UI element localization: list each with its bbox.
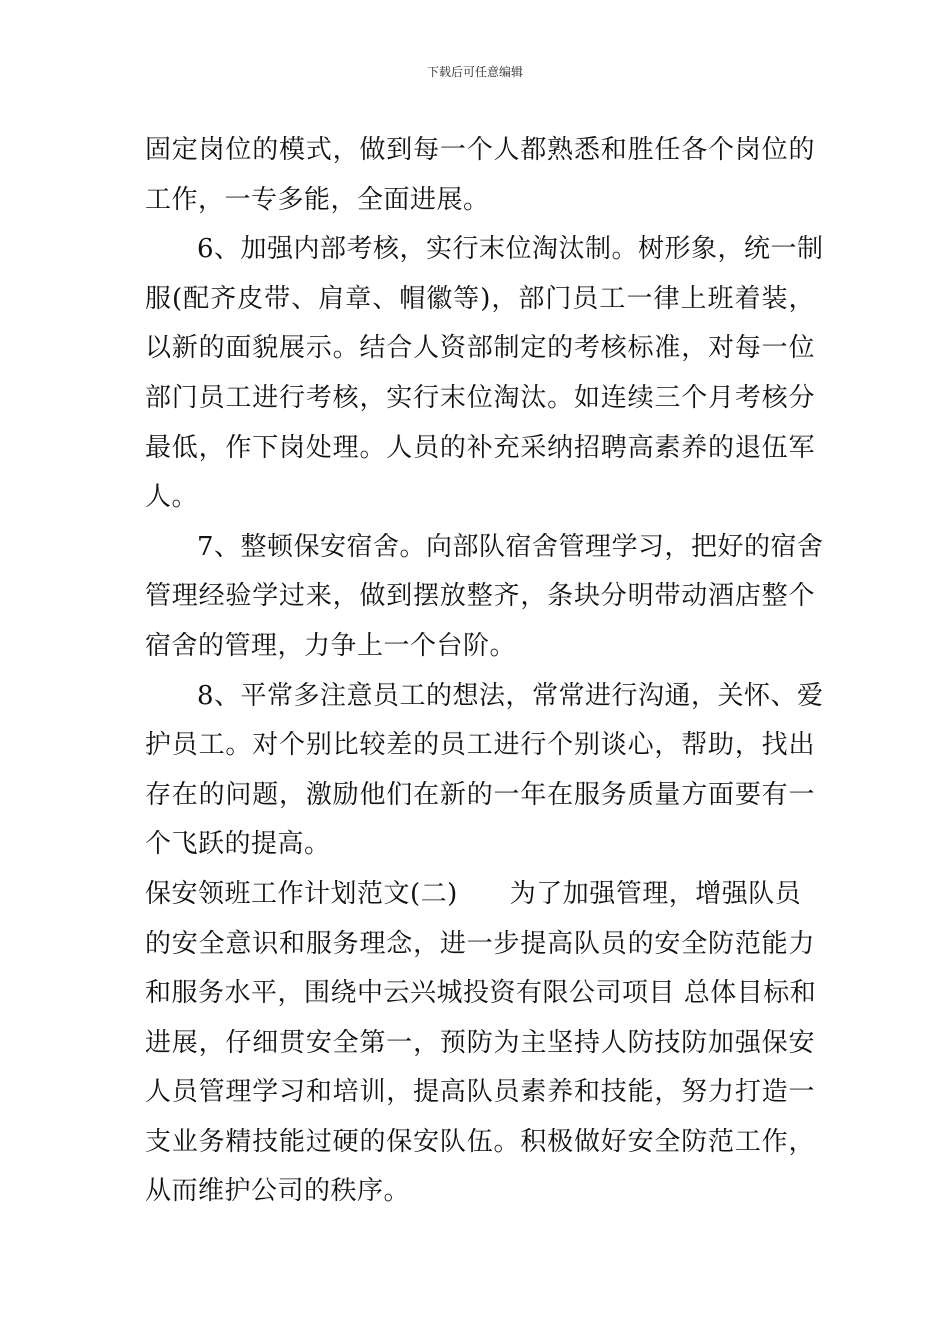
text-line: 人员管理学习和培训，提高队员素养和技能，努力打造一 xyxy=(145,1077,815,1108)
section-first-line: 为了加强管理，增强队员 xyxy=(509,878,802,909)
text-line: 固定岗位的模式，做到每一个人都熟悉和胜任各个岗位的 xyxy=(145,135,815,165)
document-body xyxy=(145,126,824,1217)
text-line: 服(配齐皮带、肩章、帽徽等)，部门员工一律上班着装， xyxy=(145,283,815,314)
text-line: 的安全意识和服务理念，进一步提高队员的安全防范能力 xyxy=(145,928,815,959)
text-line: 和服务水平，围绕中云兴城投资有限公司项目 总体目标和 xyxy=(145,978,817,1009)
text-line: 宿舍的管理，力争上一个台阶。 xyxy=(145,630,517,661)
section-heading-line xyxy=(145,870,815,920)
text-line: 部门员工进行考核，实行末位淘汰。如连续三个月考核分 xyxy=(145,382,815,413)
text-line: 最低，作下岗处理。人员的补充采纳招聘高素养的退伍军 xyxy=(145,432,815,463)
text-line: 个飞跃的提高。 xyxy=(145,829,331,860)
text-line: 以新的面貌展示。结合人资部制定的考核标准，对每一位 xyxy=(145,333,815,364)
text-line: 从而维护公司的秩序。 xyxy=(145,1176,411,1207)
text-line: 7、整顿保安宿舍。向部队宿舍管理学习，把好的宿舍 xyxy=(197,531,824,562)
text-line: 6、加强内部考核，实行末位淘汰制。树形象，统一制 xyxy=(197,234,824,265)
text-line: 进展，仔细贯安全第一，预防为主坚持人防技防加强保安 xyxy=(145,1027,815,1058)
text-line: 管理经验学过来，做到摆放整齐，条块分明带动酒店整个 xyxy=(145,581,815,612)
text-line: 人。 xyxy=(145,482,199,513)
text-line: 护员工。对个别比较差的员工进行个别谈心，帮助，找出 xyxy=(145,730,815,761)
text-line: 工作，一专多能，全面进展。 xyxy=(145,184,490,215)
text-line: 8、平常多注意员工的想法，常常进行沟通，关怀、爱 xyxy=(197,680,824,711)
page-header: 下载后可任意编辑 xyxy=(426,65,523,79)
section-title: 保安领班工作计划范文(二) xyxy=(145,878,458,909)
text-line: 存在的问题，激励他们在新的一年在服务质量方面要有一 xyxy=(145,779,815,810)
text-line: 支业务精技能过硬的保安队伍。积极做好安全防范工作， xyxy=(145,1126,815,1157)
